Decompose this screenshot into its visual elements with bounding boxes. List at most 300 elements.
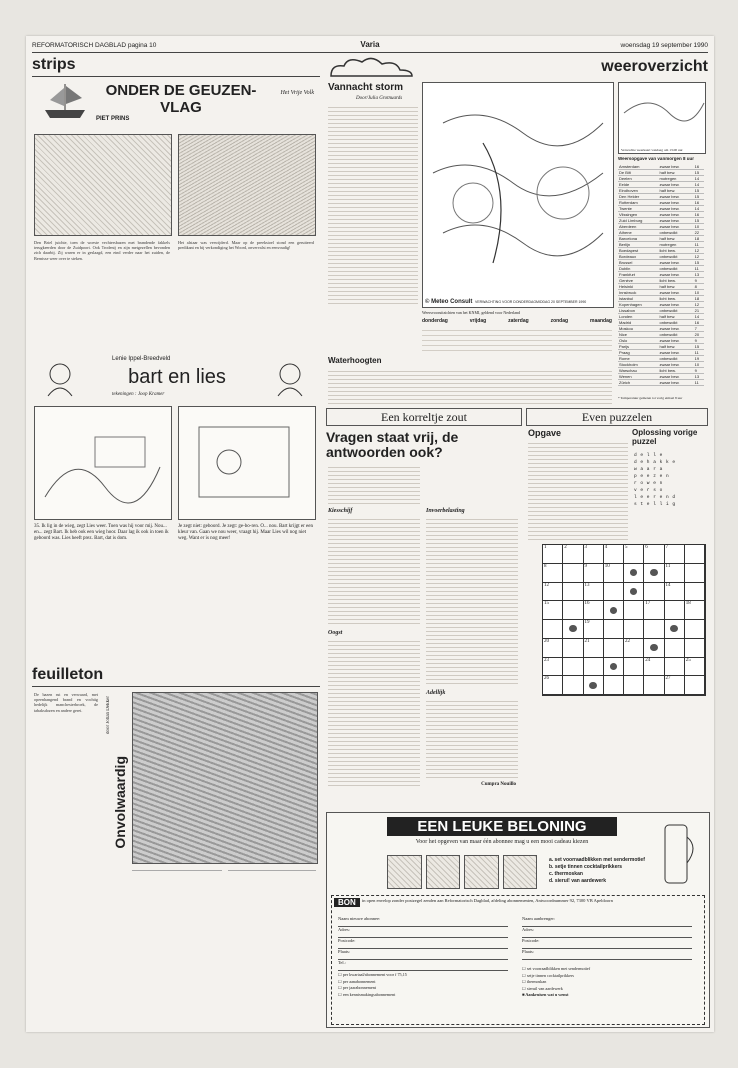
- field-row[interactable]: [338, 916, 508, 927]
- crossword-cell[interactable]: [665, 564, 685, 583]
- crossword-cell[interactable]: [563, 583, 583, 602]
- cell-number: 5: [625, 545, 628, 550]
- city-name: De Bilt: [618, 170, 659, 176]
- feuilleton-vertical-author: door Johan Dekker: [106, 696, 111, 735]
- city-condition: licht bew.: [659, 296, 694, 302]
- crossword-cell[interactable]: [665, 676, 685, 695]
- crossword-cell[interactable]: [624, 583, 644, 602]
- city-name: Oslo: [618, 338, 659, 344]
- cell-number: 21: [584, 638, 590, 644]
- city-condition: zwaar bew.: [659, 206, 694, 212]
- city-temp: 16: [694, 212, 704, 218]
- city-condition: zwaar bew.: [659, 338, 694, 344]
- field-label: Postcode:: [522, 938, 540, 943]
- forecast-day: maandag: [590, 318, 612, 324]
- city-temp: 7: [694, 326, 704, 332]
- gift-item: b. setje tinnen cocktailprikkers: [549, 864, 623, 870]
- crossword-cell[interactable]: [624, 658, 644, 677]
- solution-row: s t e l l i g: [634, 502, 676, 507]
- city-temp: 15: [694, 344, 704, 350]
- field-row[interactable]: [522, 916, 692, 927]
- field-label: Naam nieuwe abonnee:: [338, 916, 381, 921]
- option-label: thermoskan: [526, 979, 547, 984]
- cell-number: 4: [604, 545, 608, 550]
- gift-image: [387, 855, 422, 889]
- crossword-cell[interactable]: [685, 564, 705, 583]
- city-name: Parijs: [618, 344, 659, 350]
- city-name: Genève: [618, 278, 659, 284]
- cell-number: 8: [544, 563, 547, 569]
- cell-number: 17: [645, 601, 651, 607]
- city-temp: 15: [694, 218, 704, 224]
- vannacht-text: [328, 104, 418, 304]
- crossword-cell[interactable]: [624, 639, 644, 658]
- cell-number: 26: [544, 676, 549, 682]
- cell-number: 7: [665, 545, 668, 550]
- puzzle-banner: Even puzzelen: [526, 408, 708, 426]
- cell-number: 15: [544, 601, 549, 607]
- city-temp: 12: [694, 254, 704, 260]
- city-temp: 10: [694, 362, 704, 368]
- field-row[interactable]: [522, 949, 692, 960]
- crossword-cell[interactable]: [644, 658, 664, 677]
- city-name: Deelen: [618, 176, 659, 182]
- cell-number: 2: [564, 545, 567, 550]
- crossword-cell[interactable]: [604, 620, 624, 639]
- geuzen-banner: [36, 80, 314, 124]
- option[interactable]: ☐ thermoskan: [522, 979, 547, 984]
- weather-table: [618, 164, 704, 386]
- city-name: Eelde: [618, 182, 659, 188]
- solution-row: v e r s o: [634, 488, 663, 493]
- crossword-cell[interactable]: [665, 658, 685, 677]
- mini-map-caption: Verwachte weerkaart vandaag om 13.00 uur: [621, 148, 683, 152]
- weather-map: [422, 82, 614, 308]
- crossword-cell[interactable]: [644, 601, 664, 620]
- cell-number: 11: [665, 563, 671, 569]
- gift-item: c. thermoskan: [549, 871, 583, 877]
- kiesschijf-heading: Kiesschijf: [328, 508, 353, 514]
- city-name: Den Helder: [618, 194, 659, 200]
- city-temp: 10: [694, 224, 704, 230]
- bon-fields-left: [338, 916, 508, 971]
- field-row[interactable]: [522, 938, 692, 949]
- opgave-heading: Opgave: [528, 428, 562, 438]
- vannacht-title: Vannacht storm: [328, 82, 404, 93]
- city-condition: zwaar bew.: [659, 302, 694, 308]
- city-name: Londen: [618, 314, 659, 320]
- city-name: Barcelona: [618, 236, 659, 242]
- header-center: Varia: [360, 40, 380, 49]
- solution-row: l e e r e n d: [634, 495, 676, 500]
- crossword-cell[interactable]: [604, 545, 624, 564]
- city-temp: 15: [694, 260, 704, 266]
- city-temp: 11: [694, 242, 704, 248]
- field-label: Naam aanbrenger:: [522, 916, 556, 921]
- city-condition: onbewolkt: [659, 356, 694, 362]
- city-condition: half bew.: [659, 314, 694, 320]
- city-temp: 11: [694, 266, 704, 272]
- geuzen-author: PIET PRINS: [96, 116, 130, 122]
- feuilleton-text-3: [228, 870, 316, 1011]
- solution-row: w a a r a: [634, 467, 663, 472]
- bon-options-right: [522, 966, 692, 999]
- cell-number: 9: [584, 563, 587, 569]
- cell-number: 12: [544, 582, 549, 588]
- bart-byline: tekeningen : Joop Kramer: [112, 392, 165, 397]
- city-condition: half bew.: [659, 188, 694, 194]
- city-temp: 12: [694, 248, 704, 254]
- crossword-cell[interactable]: [584, 676, 604, 695]
- beloning-title: EEN LEUKE BELONING: [387, 817, 617, 836]
- city-temp: 14: [694, 314, 704, 320]
- geuzen-note: Het Vrije Volk: [280, 90, 314, 96]
- crossword-grid[interactable]: [542, 544, 706, 696]
- option[interactable]: ☐ per jaarabonnement: [338, 985, 376, 990]
- option-label: per kwartaal/abonnement voor f 75,15: [342, 972, 407, 977]
- crossword-cell[interactable]: [665, 545, 685, 564]
- strips-column: [32, 56, 320, 346]
- city-name: Dublin: [618, 266, 659, 272]
- city-temp: 19: [694, 356, 704, 362]
- city-temp: 9: [694, 338, 704, 344]
- field-label: Tel.:: [338, 960, 347, 965]
- crossword-cell[interactable]: [665, 620, 685, 639]
- option[interactable]: ☐ per kwartaal/abonnement voor f 75,15: [338, 972, 407, 977]
- weeroverzicht-title: weeroverzicht: [601, 58, 708, 75]
- cell-number: 25: [685, 657, 691, 663]
- city-condition: onbewolkt: [659, 266, 694, 272]
- crossword-cell[interactable]: [644, 583, 664, 602]
- korreltje-intro: [328, 464, 420, 504]
- adellijk-heading: Adellijk: [426, 690, 446, 696]
- gift-item: d. sierui! van aardewerk: [549, 878, 606, 884]
- gift-image: [426, 855, 461, 889]
- weather-table-note: * Temperatuur gemeten tot vorig etmaal 8 uur: [618, 396, 683, 400]
- kiesschijf-text: [328, 516, 420, 626]
- gift-image: [464, 855, 499, 889]
- option-label: een kennismakingsabonnement: [342, 991, 396, 997]
- city-temp: 16: [694, 164, 704, 170]
- field-label: Plaats:: [338, 949, 350, 954]
- city-condition: onbewolkt: [659, 230, 694, 236]
- city-temp: 8: [694, 284, 704, 290]
- city-name: Madrid: [618, 320, 659, 326]
- field-row[interactable]: [522, 927, 692, 938]
- crossword-cell[interactable]: [563, 676, 583, 695]
- cell-number: 27: [665, 676, 671, 682]
- forecast-note: Weersvooruitzichten van het KNMI, geldend voor Nederland: [422, 310, 520, 315]
- strips-section-title: strips: [32, 56, 320, 77]
- cell-number: 1: [544, 545, 547, 550]
- city-condition: onbewolkt: [659, 332, 694, 338]
- waterhoogten-text: [328, 368, 612, 404]
- crossword-cell[interactable]: [563, 564, 583, 583]
- crossword-cell[interactable]: [624, 545, 644, 564]
- crossword-cell[interactable]: [624, 601, 644, 620]
- city-name: Praag: [618, 350, 659, 356]
- feuilleton-photo: [132, 692, 318, 864]
- option[interactable]: ☐ setje tinnen cocktailprikkers: [522, 972, 575, 978]
- city-temp: 11: [694, 350, 704, 356]
- city-temp: 22: [694, 230, 704, 236]
- city-name: Istanbul: [618, 296, 659, 302]
- crossword-cell[interactable]: [563, 620, 583, 639]
- city-temp: 12: [694, 302, 704, 308]
- crossword-cell[interactable]: [665, 601, 685, 620]
- adellijk-text: [426, 698, 518, 778]
- city-name: Athene: [618, 230, 659, 236]
- city-name: Aberdeen: [618, 224, 659, 230]
- crossword-cell[interactable]: [543, 639, 563, 658]
- crossword-cell[interactable]: [685, 583, 705, 602]
- korreltje-banner: Een korreltje zout: [326, 408, 522, 426]
- city-condition: zwaar bew.: [659, 200, 694, 206]
- city-condition: zwaar bew.: [659, 290, 694, 296]
- cloud-logo: [326, 56, 416, 78]
- crossword-cell[interactable]: [543, 601, 563, 620]
- korreltje-title: Vragen staat vrij, de antwoorden ook?: [326, 429, 459, 460]
- option-label: sieruil van aardewerk: [526, 985, 563, 991]
- city-temp: 16: [694, 200, 704, 206]
- option-label: per jaarabonnement: [342, 985, 376, 990]
- city-condition: licht bew.: [659, 368, 694, 374]
- waterhoogten-title: Waterhoogten: [328, 356, 382, 365]
- crossword-cell[interactable]: [543, 583, 563, 602]
- city-name: Boedapest: [618, 248, 659, 254]
- city-condition: zwaar bew.: [659, 350, 694, 356]
- city-name: Stockholm: [618, 362, 659, 368]
- crossword-cell[interactable]: [604, 676, 624, 695]
- ship-illustration: [40, 80, 90, 120]
- option-label: per aanabonnement: [342, 978, 376, 984]
- cell-number: 13: [584, 582, 590, 588]
- city-temp: 9: [694, 278, 704, 284]
- city-name: Brussel: [618, 260, 659, 266]
- crossword-cell[interactable]: [685, 639, 705, 658]
- option[interactable]: ☐ set voorraadblikken met sendermotief: [522, 966, 591, 971]
- crossword-cell[interactable]: [604, 601, 624, 620]
- city-temp: 18: [694, 296, 704, 302]
- city-condition: zwaar bew.: [659, 374, 694, 380]
- city-name: Lissabon: [618, 308, 659, 314]
- comic-panel-2: [178, 134, 316, 236]
- city-temp: 13: [694, 272, 704, 278]
- crossword-cell[interactable]: [584, 583, 604, 602]
- vannacht-byline: Door/Julia Grotnuards: [356, 96, 403, 101]
- city-temp: 14: [694, 182, 704, 188]
- option[interactable]: ☐ een kennismakingsabonnement: [338, 991, 396, 997]
- field-row[interactable]: [338, 949, 508, 960]
- field-row[interactable]: [338, 927, 508, 938]
- crossword-cell[interactable]: [685, 601, 705, 620]
- city-temp: 9: [694, 368, 704, 374]
- field-row[interactable]: [338, 938, 508, 949]
- solution-row: d e l l e: [634, 453, 663, 458]
- field-label: Postcode:: [338, 938, 356, 943]
- forecast-day: donderdag: [422, 318, 448, 324]
- header-left: REFORMATORISCH DAGBLAD pagina 10: [32, 42, 157, 49]
- crossword-cell[interactable]: [604, 564, 624, 583]
- crossword-cell[interactable]: [665, 583, 685, 602]
- city-name: Innsbruck: [618, 290, 659, 296]
- crossword-cell[interactable]: [563, 601, 583, 620]
- city-condition: zwaar bew.: [659, 380, 694, 386]
- crossword-cell[interactable]: [685, 676, 705, 695]
- crossword-cell[interactable]: [624, 676, 644, 695]
- city-name: Eindhoven: [618, 188, 659, 194]
- gift-list: [549, 857, 659, 885]
- crossword-cell[interactable]: [644, 620, 664, 639]
- field-label: Adres:: [338, 927, 350, 932]
- crossword-cell[interactable]: [685, 545, 705, 564]
- crossword-cell[interactable]: [665, 639, 685, 658]
- city-temp: 21: [694, 308, 704, 314]
- city-temp: 10: [694, 290, 704, 296]
- crossword-cell[interactable]: [685, 658, 705, 677]
- crossword-cell[interactable]: [584, 639, 604, 658]
- crossword-cell[interactable]: [644, 676, 664, 695]
- crossword-cell[interactable]: [604, 639, 624, 658]
- crossword-cell[interactable]: [644, 639, 664, 658]
- city-temp: 15: [694, 188, 704, 194]
- cell-number: 6: [645, 545, 648, 550]
- crossword-cell[interactable]: [685, 620, 705, 639]
- page-header: [32, 40, 708, 53]
- crossword-cell[interactable]: [543, 564, 563, 583]
- crossword-cell[interactable]: [543, 676, 563, 695]
- city-name: Frankfurt: [618, 272, 659, 278]
- beloning-ad: [326, 812, 710, 1028]
- city-condition: zwaar bew.: [659, 194, 694, 200]
- cell-number: 24: [645, 657, 651, 663]
- city-temp: 14: [694, 206, 704, 212]
- geuzen-text-right: Het alstaar was verwijderd. Maar op de preekstoel stond een geruiteerd predikant en bij verkondiging het Woord, onvervalst en eenvoudig!: [178, 240, 314, 251]
- city-temp: 18: [694, 236, 704, 242]
- bon-options-left: [338, 972, 508, 998]
- city-name: Moskou: [618, 326, 659, 332]
- weather-table-title: Weersopgave van vanmorgen 8 uur: [618, 156, 694, 161]
- city-temp: 15: [694, 194, 704, 200]
- weather-block: [326, 56, 708, 406]
- bart-right-figure: [270, 360, 310, 400]
- crossword-cell[interactable]: [584, 658, 604, 677]
- option-label: Aankruisen wat u wenst: [525, 992, 569, 997]
- crossword-cell[interactable]: [563, 658, 583, 677]
- bart-title: bart en lies: [128, 366, 226, 388]
- crossword-cell[interactable]: [624, 620, 644, 639]
- city-temp: 20: [694, 332, 704, 338]
- bart-panel-35: [34, 406, 172, 520]
- option[interactable]: ■ Aankruisen wat u wenst: [522, 992, 569, 997]
- feuilleton-text-1: De bazen rut en verwaard, met opeenhangend brand en vochtig hedelijk manchesterbroek, de tabaksdozen en andere gerei.: [34, 692, 98, 713]
- option-label: setje tinnen cocktailprikkers: [526, 972, 575, 978]
- cell-number: 10: [604, 563, 610, 569]
- crossword-cell[interactable]: [584, 601, 604, 620]
- cell-number: 19: [584, 620, 590, 625]
- feuilleton-vertical-title: Onvolwaardig: [112, 756, 128, 849]
- city-condition: motregen: [659, 242, 694, 248]
- crossword-cell[interactable]: [644, 564, 664, 583]
- map-brand: © Meteo Consult: [425, 299, 473, 305]
- mini-map: [618, 82, 706, 154]
- city-condition: onbewolkt: [659, 320, 694, 326]
- crossword-cell[interactable]: [543, 545, 563, 564]
- field-row[interactable]: [338, 960, 508, 971]
- crossword-cell[interactable]: [604, 583, 624, 602]
- gift-image: [503, 855, 538, 889]
- city-name: Warschau: [618, 368, 659, 374]
- crossword-cell[interactable]: [584, 564, 604, 583]
- cell-number: 18: [685, 601, 691, 607]
- invoerbelasting-text: [426, 516, 518, 686]
- city-name: Bordeaux: [618, 254, 659, 260]
- crossword-cell[interactable]: [624, 564, 644, 583]
- city-condition: zwaar bew.: [659, 164, 694, 170]
- field-label: Adres:: [522, 927, 534, 932]
- feuilleton-text-2: [132, 870, 222, 1011]
- weather-row: [618, 380, 704, 386]
- solution-row: d e h a k k e: [634, 460, 676, 465]
- bart-text-35: 35. Ik lig in de wieg, zegt Lies weer. Toen was hij voor mij. Nou... en... zegt Bart. Ik heb ook een wieg hoor. Daar lag ik ook in toen ik geboord was. Lies heeft prez. Bart, dat is dom.: [34, 524, 169, 541]
- city-condition: motregen: [659, 176, 694, 182]
- cell-number: 23: [544, 657, 549, 663]
- city-name: Nice: [618, 332, 659, 338]
- crossword-cell[interactable]: [563, 639, 583, 658]
- korreltje-signature: Cumpra Nouillo: [481, 782, 516, 787]
- crossword-cell[interactable]: [563, 545, 583, 564]
- solution-row: p e e z e n: [634, 474, 670, 479]
- city-condition: onbewolkt: [659, 254, 694, 260]
- city-condition: onbewolkt: [659, 308, 694, 314]
- city-name: Twente: [618, 206, 659, 212]
- bon-text: in open envelop zonder postzegel zenden aan Reformatorisch Dagblad, afdeling abonnementen, Antwoordnummer 92, 7300 VB Apeldoorn: [362, 898, 613, 903]
- city-name: Amsterdam: [618, 164, 659, 170]
- geuzen-text-left: Den Briel juichte, toen de woeste vechtersbazen met brandende fakkels terugkeerden door de Zuidpoort. Ook Trodenij en zijn metgezellen bevonden zich daarbij. Zij waren er in geslaagd, een eind verder naar het zuiden, de Bernisse weer over te steken.: [34, 240, 170, 261]
- oogst-text: [328, 638, 420, 788]
- city-condition: zwaar bew.: [659, 182, 694, 188]
- forecast-days: [422, 318, 612, 324]
- korreltje-zout: [326, 408, 522, 808]
- option[interactable]: ☐ per aanabonnement: [338, 978, 376, 984]
- city-condition: licht bew.: [659, 248, 694, 254]
- bon-box: [331, 895, 705, 1025]
- gift-images: [387, 855, 537, 889]
- city-temp: 13: [694, 374, 704, 380]
- city-name: Vlissingen: [618, 212, 659, 218]
- geuzen-title: ONDER DE GEUZEN-VLAG: [105, 82, 257, 116]
- bon-label: BON: [334, 898, 360, 907]
- city-condition: half bew.: [659, 236, 694, 242]
- opgave-text: [528, 440, 628, 540]
- crossword-cell[interactable]: [584, 620, 604, 639]
- option[interactable]: ☐ sieruil van aardewerk: [522, 985, 563, 991]
- city-condition: half bew.: [659, 344, 694, 350]
- forecast-rows: [422, 326, 612, 352]
- crossword-cell[interactable]: [604, 658, 624, 677]
- forecast-day: zaterdag: [508, 318, 529, 324]
- city-condition: zwaar bew.: [659, 326, 694, 332]
- city-name: Kopenhagen: [618, 302, 659, 308]
- bart-left-figure: [40, 360, 80, 400]
- crossword-cell[interactable]: [543, 620, 563, 639]
- bart-text-36: Je zegt niet: geboord. Je zegt: ge-bo-ren. O... nou. Bart krijgt er een kleur van. Gaan we nou weer, vraagt hij. Maar Lies wil nog niet weg. Want er is nog meer!: [178, 524, 313, 541]
- crossword-cell[interactable]: [644, 545, 664, 564]
- cell-number: 14: [665, 582, 671, 588]
- crossword-cell[interactable]: [584, 545, 604, 564]
- crossword-cell[interactable]: [543, 658, 563, 677]
- solution-title: Oplossing vorige puzzel: [632, 428, 698, 446]
